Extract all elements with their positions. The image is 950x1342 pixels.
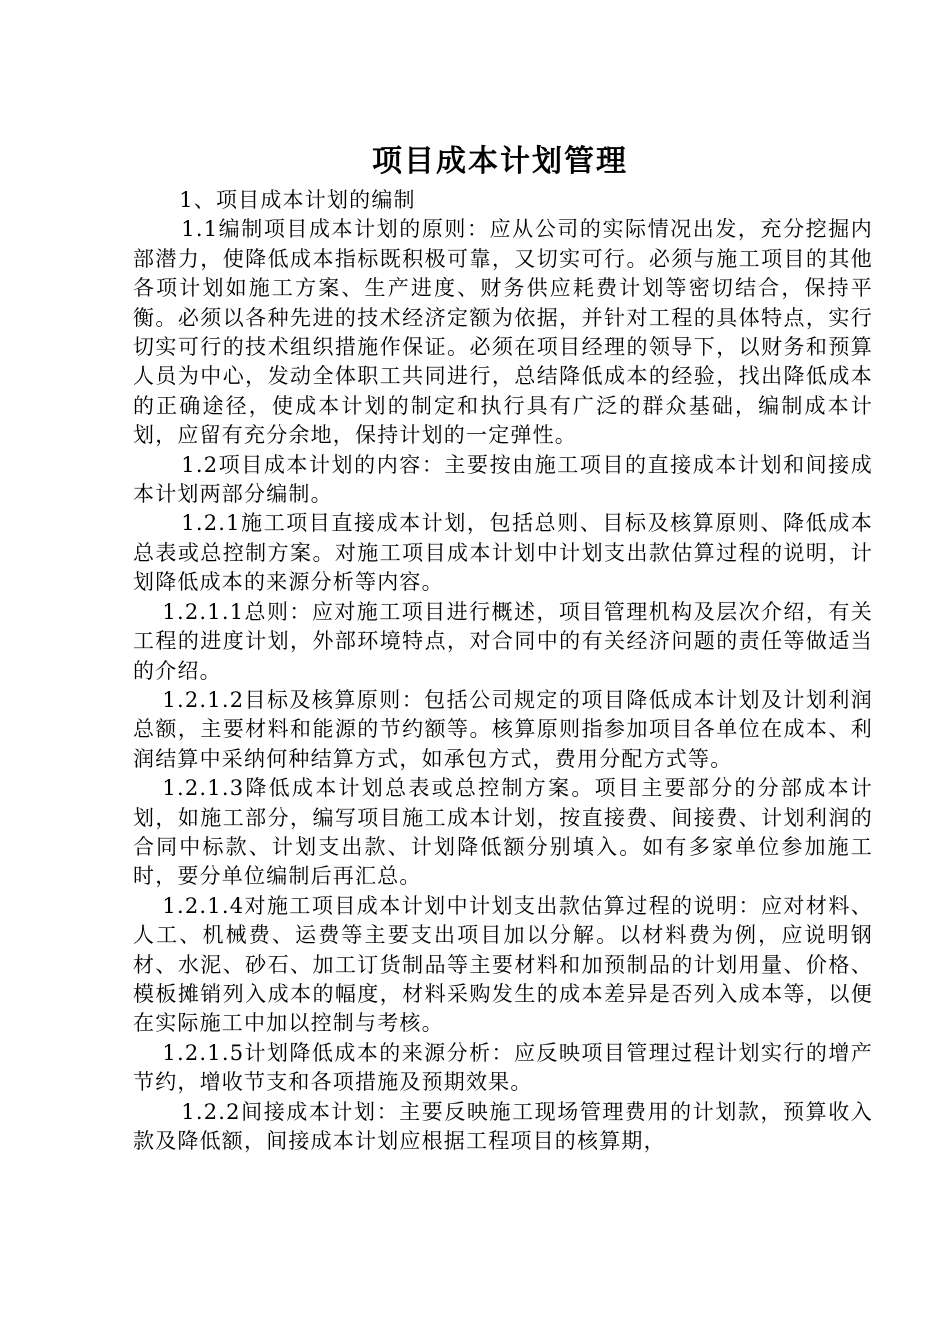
paragraph-1-1: 1.1编制项目成本计划的原则：应从公司的实际情况出发，充分挖掘内部潜力，使降低成本指标既积极可靠，又切实可行。必须与施工项目的其他各项计划如施工方案、生产进度、财务供应耗费计划等密切结合，保持平衡。必须以各种先进的技术经济定额为依据，并针对工程的具体特点，实行切实可行的技术组织措施作保证。必须在项目经理的领导下，以财务和预算人员为中心，发动全体职工共同进行，总结降低成本的经验，找出降低成本的正确途径，使成本计划的制定和执行具有广泛的群众基础，编制成本计划，应留有充分余地，保持计划的一定弹性。 xyxy=(133,217,873,448)
document-title: 项目成本计划管理 xyxy=(372,144,628,179)
document-body xyxy=(133,186,873,1156)
paragraph-1-2-1-5: 1.2.1.5计划降低成本的来源分析：应反映项目管理过程计划实行的增产节约，增收节支和各项措施及预期效果。 xyxy=(133,1040,873,1095)
section-heading-1: 1、项目成本计划的编制 xyxy=(179,188,416,212)
paragraph-1-2: 1.2项目成本计划的内容：主要按由施工项目的直接成本计划和间接成本计划两部分编制。 xyxy=(133,452,873,507)
paragraph-1-2-2: 1.2.2间接成本计划：主要反映施工现场管理费用的计划款，预算收入款及降低额，间接成本计划应根据工程项目的核算期， xyxy=(133,1099,873,1153)
paragraph-1-2-1: 1.2.1施工项目直接成本计划，包括总则、目标及核算原则、降低成本总表或总控制方案。对施工项目成本计划中计划支出款估算过程的说明，计划降低成本的来源分析等内容。 xyxy=(133,511,873,595)
paragraph-1-2-1-1: 1.2.1.1总则：应对施工项目进行概述，项目管理机构及层次介绍，有关工程的进度计划，外部环境特点，对合同中的有关经济问题的责任等做适当的介绍。 xyxy=(133,599,873,683)
paragraph-1-2-1-3: 1.2.1.3降低成本计划总表或总控制方案。项目主要部分的分部成本计划，如施工部分，编写项目施工成本计划，按直接费、间接费、计划利润的合同中标款、计划支出款、计划降低额分别填入。如有多家单位参加施工时，要分单位编制后再汇总。 xyxy=(133,776,873,889)
paragraph-1-2-1-4: 1.2.1.4对施工项目成本计划中计划支出款估算过程的说明：应对材料、人工、机械费、运费等主要支出项目加以分解。以材料费为例，应说明钢材、水泥、砂石、加工订货制品等主要材料和加预制品的计划用量、价格、模板摊销列入成本的幅度，材料采购发生的成本差异是否列入成本等，以便在实际施工中加以控制与考核。 xyxy=(133,893,873,1036)
paragraph-1-2-1-2: 1.2.1.2目标及核算原则：包括公司规定的项目降低成本计划及计划利润总额，主要材料和能源的节约额等。核算原则指参加项目各单位在成本、利润结算中采纳何种结算方式，如承包方式，费用分配方式等。 xyxy=(133,687,873,771)
